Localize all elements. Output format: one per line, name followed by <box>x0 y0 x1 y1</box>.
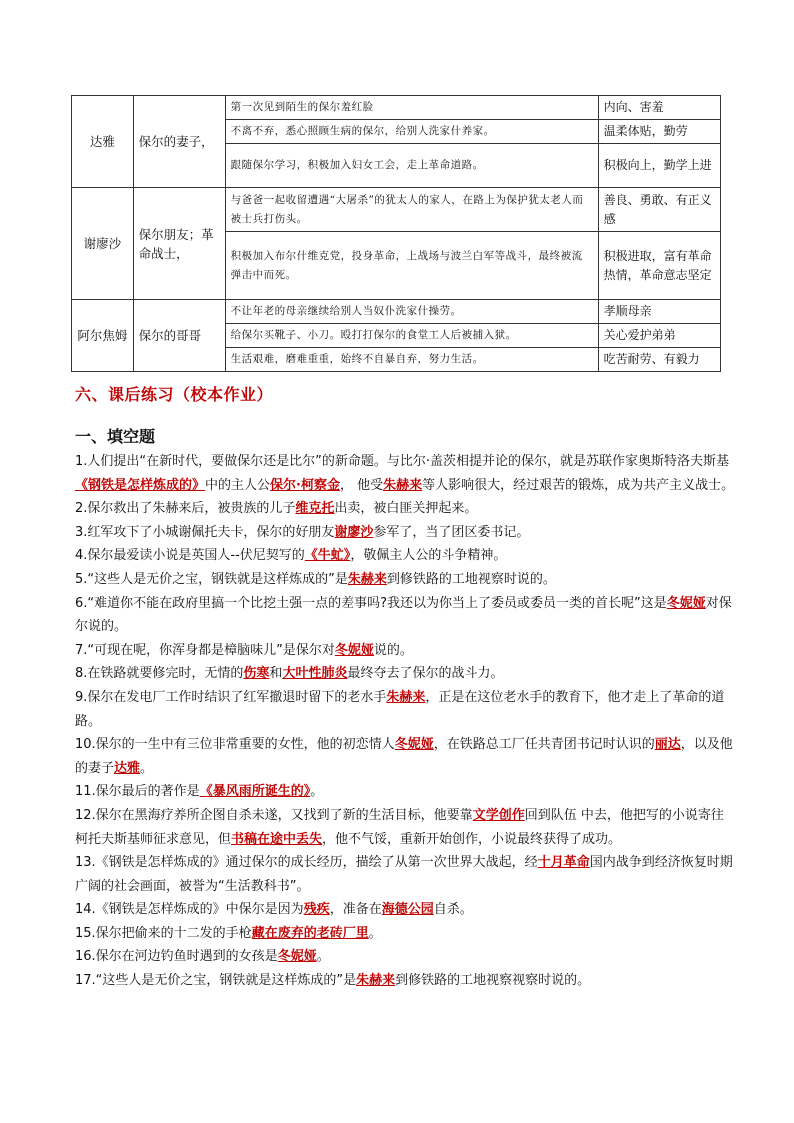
question-text: 9.保尔在发电厂工作时结识了红军撤退时留下的老水手 <box>75 689 387 705</box>
question-text: 说的。 <box>373 642 413 658</box>
question-text: ，以及他的妻子 <box>75 737 733 776</box>
answer-text: 《钢铁是怎样炼成的》 <box>75 477 206 493</box>
question-item <box>75 804 735 851</box>
question-text: 8.在铁路就要修完时，无情的 <box>75 666 244 682</box>
answer-text: 冬妮娅 <box>277 949 317 965</box>
question-text: 17.“这些人是无价之宝，钢铁就是这样炼成的”是 <box>75 973 357 989</box>
character-trait: 积极向上，勤学上进 <box>598 144 720 188</box>
character-event: 不让年老的母亲继续给别人当奴仆洗家什操劳。 <box>225 300 598 324</box>
character-role: 保尔的哥哥 <box>133 300 225 372</box>
subsection-title: 一、填空题 <box>75 427 156 446</box>
character-trait: 温柔体贴，勤劳 <box>598 120 720 144</box>
question-text: ， 他受 <box>339 477 384 493</box>
answer-text: 冬妮娅 <box>334 642 374 658</box>
question-text: 对保尔说的。 <box>75 595 732 635</box>
question-text: 。 <box>368 925 382 941</box>
answer-text: 保尔·柯察金 <box>270 477 340 493</box>
answer-text: 伤寒 <box>243 666 270 682</box>
question-text: 到修铁路的工地视察时说的。 <box>386 571 556 587</box>
question-text: 3.红军攻下了小城谢佩托夫卡，保尔的好朋友 <box>75 524 335 540</box>
section-title-main: 六、课后练习 <box>75 385 175 404</box>
question-item <box>75 592 735 639</box>
answer-text: 谢廖沙 <box>334 524 374 540</box>
question-text: 中的主人公 <box>205 477 271 493</box>
question-text: 6.“难道你不能在政府里搞一个比挖土强一点的差事吗?我还以为你当上了委员或委员一类的首长呢”这是 <box>75 595 667 611</box>
question-list <box>75 450 735 993</box>
character-event: 给保尔买靴子、小刀。殴打打保尔的食堂工人后被捕入狱。 <box>225 324 598 348</box>
character-table-body <box>72 96 721 372</box>
question-text: 参军了，当了团区委书记。 <box>373 524 530 540</box>
table-row <box>72 188 721 232</box>
character-name: 谢廖沙 <box>72 188 134 300</box>
question-text: 11.保尔最后的著作是 <box>75 784 200 800</box>
character-trait: 孝顺母亲 <box>598 300 720 324</box>
question-item <box>75 497 735 521</box>
character-table <box>71 95 721 372</box>
question-text: ，在铁路总工厂任共青团书记时认识的 <box>433 737 655 753</box>
answer-text: 文学创作 <box>472 807 525 823</box>
question-text: 出卖，被白匪关押起来。 <box>334 501 478 517</box>
question-text: 5.“这些人是无价之宝，钢铁就是这样炼成的”是 <box>75 571 348 587</box>
character-trait: 关心爱护弟弟 <box>598 324 720 348</box>
answer-text: 《牛虻》 <box>304 548 351 564</box>
question-text: 16.保尔在河边钓鱼时遇到的女孩是 <box>75 949 278 965</box>
character-role: 保尔朋友；革命战士， <box>133 188 225 300</box>
question-text: 2.保尔救出了朱赫来后，被贵族的儿子 <box>75 501 296 517</box>
character-event: 积极加入布尔什维克党，投身革命，上战场与波兰白军等战斗，最终被流弹击中而死。 <box>225 232 598 300</box>
question-item <box>75 780 735 804</box>
question-item <box>75 851 735 898</box>
question-item <box>75 922 735 946</box>
answer-text: 冬妮娅 <box>666 595 706 611</box>
question-text: 最终夺去了保尔的战斗力。 <box>347 666 504 682</box>
character-name: 阿尔焦姆 <box>72 300 134 372</box>
character-trait: 内向、害羞 <box>598 96 720 120</box>
question-text: 等人影响很大，经过艰苦的锻炼，成为共产主义战士。 <box>422 477 735 493</box>
section-title-paren: （校本作业） <box>174 385 274 404</box>
character-event: 跟随保尔学习，积极加入妇女工会，走上革命道路。 <box>225 144 598 188</box>
table-row <box>72 96 721 120</box>
question-item <box>75 733 735 780</box>
question-text: ，他不气馁，重新开始创作，小说最终获得了成功。 <box>322 831 622 847</box>
question-text: 。 <box>316 949 330 965</box>
question-item <box>75 969 735 993</box>
character-name: 达雅 <box>72 96 134 188</box>
character-trait: 吃苦耐劳、有毅力 <box>598 348 720 372</box>
answer-text: 朱赫来 <box>356 973 396 989</box>
character-trait: 积极进取，富有革命热情，革命意志坚定 <box>598 232 720 300</box>
question-text: 自杀。 <box>433 902 473 918</box>
answer-text: 《暴风雨所诞生的》 <box>199 784 311 800</box>
question-text: 10.保尔的一生中有三位非常重要的女性，他的初恋情人 <box>75 737 395 753</box>
answer-text: 朱赫来 <box>386 689 426 705</box>
question-text: 12.保尔在黑海疗养所企图自杀未遂，又找到了新的生活目标，他要靠 <box>75 807 473 823</box>
answer-text: 十月革命 <box>537 855 590 871</box>
character-event: 与爸爸一起收留遭遇“大屠杀”的犹太人的家人，在路上为保护犹太老人而被士兵打伤头。 <box>225 188 598 232</box>
question-item <box>75 898 735 922</box>
answer-text: 达雅 <box>114 760 141 776</box>
character-role: 保尔的妻子， <box>133 96 225 188</box>
question-text: 到修铁路的工地视察视察时说的。 <box>395 973 591 989</box>
answer-text: 海德公园 <box>381 902 434 918</box>
section-title <box>75 382 273 405</box>
question-text: 。 <box>140 760 154 776</box>
question-text: 回到队伍 中去，他把写的小说寄往柯托夫斯基师征求意见，但 <box>75 807 724 847</box>
question-text: 7.“可现在呢，你浑身都是樟脑味儿”是保尔对 <box>75 642 335 658</box>
character-event: 不离不弃，悉心照顾生病的保尔，给别人洗家什养家。 <box>225 120 598 144</box>
question-item <box>75 544 735 568</box>
question-text: 15.保尔把偷来的十二发的手枪 <box>75 925 252 941</box>
question-text: ，准备在 <box>329 902 382 918</box>
question-item <box>75 521 735 545</box>
answer-text: 朱赫来 <box>383 477 423 493</box>
answer-text: 朱赫来 <box>347 571 387 587</box>
question-text: 和 <box>269 666 283 682</box>
answer-text: 维克托 <box>295 501 335 517</box>
character-trait: 善良、勇敢、有正义感 <box>598 188 720 232</box>
answer-text: 残疾 <box>303 902 330 918</box>
question-item <box>75 568 735 592</box>
character-event: 生活艰难，磨难重重，始终不自暴自弃，努力生活。 <box>225 348 598 372</box>
question-text: 13.《钢铁是怎样炼成的》通过保尔的成长经历，描绘了从第一次世界大战起，经 <box>75 855 538 871</box>
answer-text: 大叶性肺炎 <box>282 666 348 682</box>
table-row <box>72 300 721 324</box>
question-text: ，敬佩主人公的斗争精神。 <box>350 548 507 564</box>
answer-text: 冬妮娅 <box>394 737 434 753</box>
question-text: 4.保尔最爱读小说是英国人--伏尼契写的 <box>75 548 305 564</box>
question-item <box>75 662 735 686</box>
question-item <box>75 450 735 497</box>
question-item <box>75 945 735 969</box>
question-item <box>75 686 735 733</box>
question-text: ，正是在这位老水手的教育下，他才走上了革命的道路。 <box>75 689 725 729</box>
question-text: 14.《钢铁是怎样炼成的》中保尔是因为 <box>75 902 304 918</box>
question-item <box>75 639 735 663</box>
question-text: 。 <box>310 784 324 800</box>
answer-text: 丽达 <box>654 737 681 753</box>
question-text: 国内战争到经济恢复时期广阔的社会画面，被誉为“生活教科书”。 <box>75 855 733 894</box>
answer-text: 藏在废弃的老砖厂里 <box>251 925 369 941</box>
character-event: 第一次见到陌生的保尔羞红脸 <box>225 96 598 120</box>
question-text: 1.人们提出“在新时代，要做保尔还是比尔”的新命题。与比尔·盖茨相提并论的保尔，就是苏联作家奥斯特洛夫斯基 <box>75 454 730 469</box>
answer-text: 书稿在途中丢失 <box>231 831 323 847</box>
